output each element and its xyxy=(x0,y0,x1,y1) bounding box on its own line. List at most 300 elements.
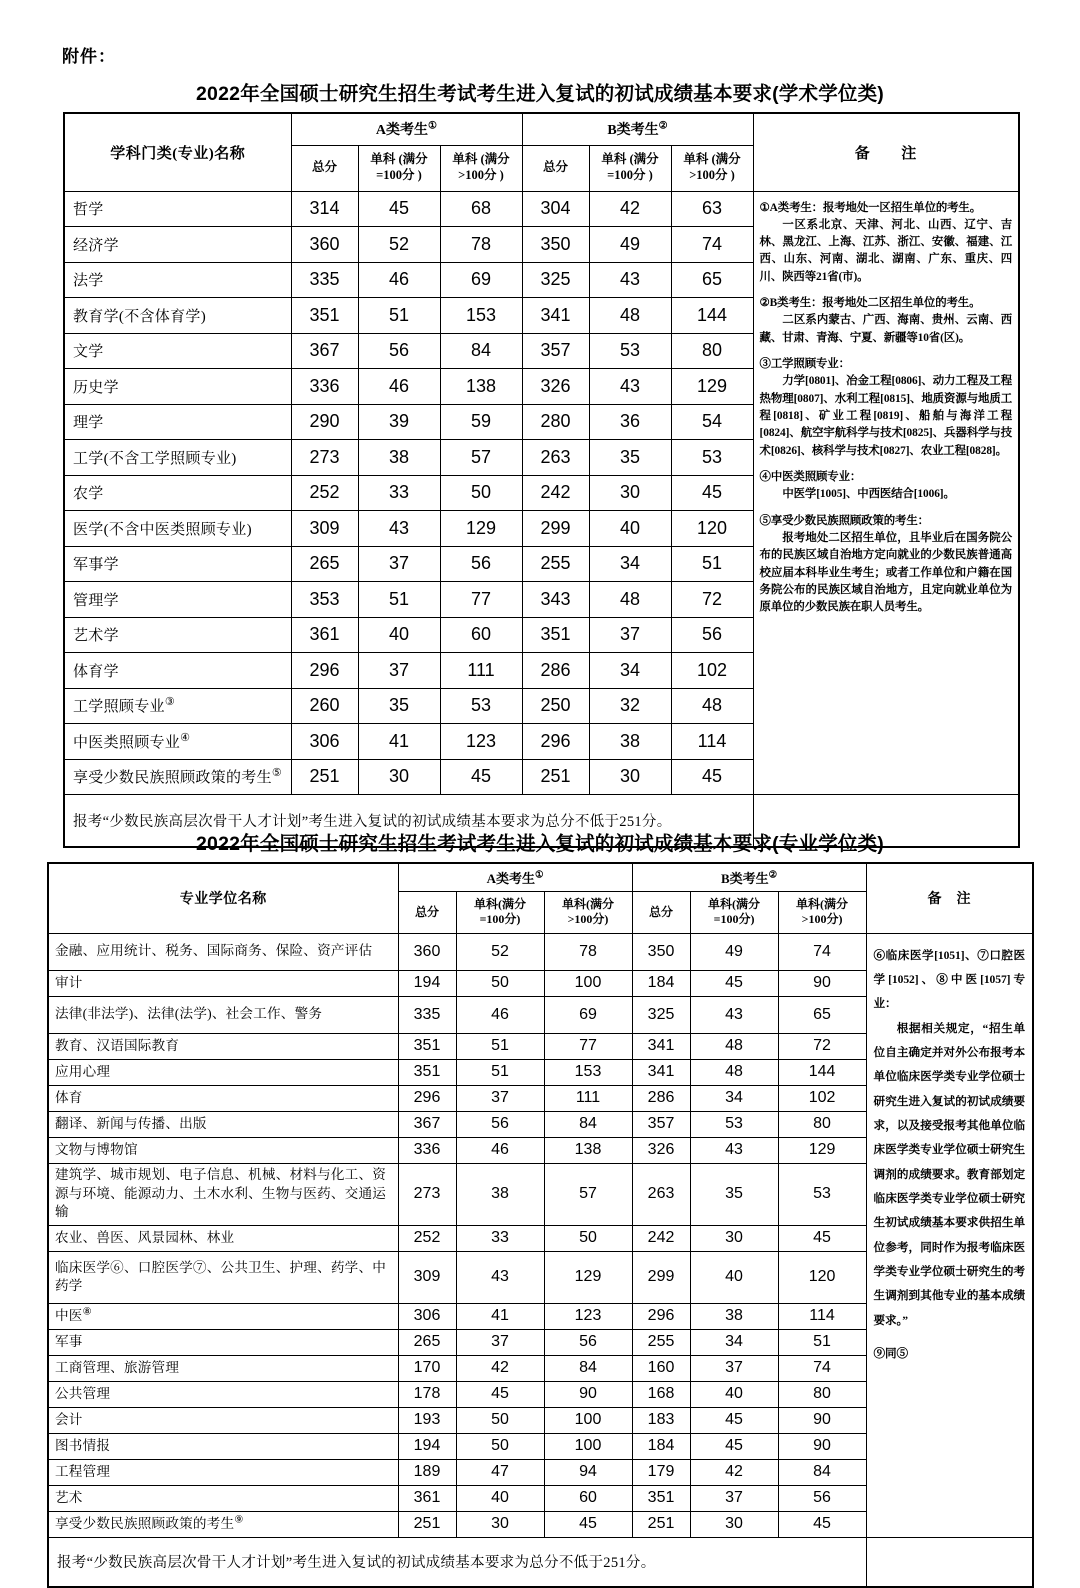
cell-a-single-gt: 84 xyxy=(440,333,522,369)
cell-a-total: 309 xyxy=(291,511,358,547)
header2-b-single-gt-l1: 单科(满分 xyxy=(796,897,849,911)
cell-b-single-gt: 114 xyxy=(671,724,753,760)
cell-a-single-gt: 138 xyxy=(544,1137,632,1163)
header2-b-single-eq-l1: 单科(满分 xyxy=(708,897,761,911)
remark-note xyxy=(874,944,1026,1334)
cell-a-total: 360 xyxy=(291,227,358,263)
cell-a-single-eq: 38 xyxy=(456,1163,544,1225)
cell-a-single-eq: 46 xyxy=(456,996,544,1033)
row-superscript: ③ xyxy=(164,696,175,709)
cell-a-single-gt: 50 xyxy=(544,1225,632,1251)
cell-b-total: 242 xyxy=(522,475,589,511)
cell-a-total: 351 xyxy=(398,1033,456,1059)
cell-a-single-gt: 60 xyxy=(544,1485,632,1511)
cell-b-total: 341 xyxy=(522,298,589,334)
cell-b-total: 184 xyxy=(632,1433,690,1459)
cell-a-single-eq: 40 xyxy=(358,617,440,653)
cell-b-single-gt: 53 xyxy=(778,1163,866,1225)
header-category: 学科门类(专业)名称 xyxy=(64,113,291,191)
cell-a-single-eq: 46 xyxy=(456,1137,544,1163)
header2-a-single-gt xyxy=(544,891,632,933)
cell-a-single-gt: 53 xyxy=(440,688,522,724)
cell-b-single-gt: 80 xyxy=(778,1381,866,1407)
row-superscript: ⑧ xyxy=(82,1306,92,1318)
remark-note-head: ④中医类照顾专业： xyxy=(759,471,862,484)
cell-a-single-eq: 37 xyxy=(456,1085,544,1111)
row-discipline-name: 艺术学 xyxy=(64,617,291,653)
cell-b-single-gt: 80 xyxy=(671,333,753,369)
cell-a-single-gt: 57 xyxy=(544,1163,632,1225)
cell-b-single-eq: 43 xyxy=(589,262,671,298)
row-discipline-name: 法学 xyxy=(64,262,291,298)
cell-a-single-gt: 153 xyxy=(544,1059,632,1085)
header2-b-single-eq xyxy=(690,891,778,933)
cell-b-single-gt: 45 xyxy=(778,1511,866,1537)
cell-b-total: 299 xyxy=(522,511,589,547)
cell-b-single-eq: 30 xyxy=(589,475,671,511)
cell-b-single-eq: 45 xyxy=(690,1433,778,1459)
cell-a-single-gt: 78 xyxy=(544,933,632,970)
cell-b-total: 357 xyxy=(522,333,589,369)
cell-b-single-gt: 80 xyxy=(778,1111,866,1137)
cell-a-single-eq: 39 xyxy=(358,404,440,440)
cell-b-single-eq: 30 xyxy=(690,1225,778,1251)
row-discipline-name: 历史学 xyxy=(64,369,291,405)
cell-a-single-eq: 30 xyxy=(456,1511,544,1537)
cell-a-total: 194 xyxy=(398,1433,456,1459)
cell-b-single-eq: 45 xyxy=(690,970,778,996)
row-discipline-name: 金融、应用统计、税务、国际商务、保险、资产评估 xyxy=(48,933,398,970)
cell-b-single-eq: 49 xyxy=(589,227,671,263)
cell-a-single-gt: 100 xyxy=(544,970,632,996)
remark-note-head: ②B类考生：报考地处二区招生单位的考生。 xyxy=(759,297,981,310)
row-discipline-name: 会计 xyxy=(48,1407,398,1433)
cell-a-total: 290 xyxy=(291,404,358,440)
cell-a-single-gt: 56 xyxy=(544,1329,632,1355)
row-discipline-name: 教育学(不含体育学) xyxy=(64,298,291,334)
cell-a-single-eq: 41 xyxy=(456,1303,544,1329)
cell-b-single-eq: 43 xyxy=(589,369,671,405)
cell-b-total: 184 xyxy=(632,970,690,996)
cell-a-single-gt: 100 xyxy=(544,1407,632,1433)
row-discipline-name: 临床医学⑥、口腔医学⑦、公共卫生、护理、药学、中药学 xyxy=(48,1251,398,1303)
cell-a-total: 314 xyxy=(291,191,358,227)
cell-b-single-eq: 48 xyxy=(690,1059,778,1085)
cell-b-single-gt: 72 xyxy=(778,1033,866,1059)
cell-a-single-gt: 138 xyxy=(440,369,522,405)
cell-a-single-gt: 84 xyxy=(544,1111,632,1137)
cell-b-single-gt: 144 xyxy=(778,1059,866,1085)
cell-a-single-eq: 56 xyxy=(456,1111,544,1137)
cell-b-total: 263 xyxy=(522,440,589,476)
cell-b-single-gt: 74 xyxy=(778,1355,866,1381)
cell-a-single-eq: 43 xyxy=(358,511,440,547)
cell-b-single-eq: 45 xyxy=(690,1407,778,1433)
table-row xyxy=(48,933,1033,970)
cell-b-single-eq: 48 xyxy=(589,298,671,334)
row-discipline-name: 文学 xyxy=(64,333,291,369)
cell-a-single-gt: 90 xyxy=(544,1381,632,1407)
header2-b-single-gt-l2: >100分) xyxy=(801,912,843,926)
cell-b-total: 168 xyxy=(632,1381,690,1407)
cell-b-total: 296 xyxy=(632,1303,690,1329)
cell-b-single-gt: 51 xyxy=(778,1329,866,1355)
row-discipline-name: 中医类照顾专业④ xyxy=(64,724,291,760)
remarks-cell xyxy=(753,191,1019,795)
attachment-label: 附件： xyxy=(62,47,116,66)
cell-b-single-gt: 56 xyxy=(778,1485,866,1511)
cell-b-total: 251 xyxy=(522,759,589,795)
header2-group-a-superscript: ① xyxy=(535,870,544,881)
header-group-a-superscript: ① xyxy=(428,120,438,132)
header-b-single-eq-l1: 单科 (满分 xyxy=(601,152,659,167)
cell-b-total: 255 xyxy=(522,546,589,582)
cell-a-single-eq: 45 xyxy=(456,1381,544,1407)
table2-header-row-1 xyxy=(48,863,1033,891)
cell-a-single-eq: 51 xyxy=(456,1033,544,1059)
cell-b-single-gt: 84 xyxy=(778,1459,866,1485)
header2-group-a xyxy=(398,863,632,891)
cell-b-single-eq: 34 xyxy=(690,1085,778,1111)
header-b-single-eq xyxy=(589,145,671,191)
cell-b-total: 341 xyxy=(632,1033,690,1059)
cell-a-total: 351 xyxy=(398,1059,456,1085)
cell-a-total: 335 xyxy=(398,996,456,1033)
row-discipline-name: 工学(不含工学照顾专业) xyxy=(64,440,291,476)
cell-b-single-gt: 129 xyxy=(671,369,753,405)
cell-b-total: 325 xyxy=(632,996,690,1033)
cell-a-single-gt: 68 xyxy=(440,191,522,227)
cell-a-single-gt: 129 xyxy=(544,1251,632,1303)
row-discipline-name: 农学 xyxy=(64,475,291,511)
cell-b-total: 304 xyxy=(522,191,589,227)
cell-b-total: 357 xyxy=(632,1111,690,1137)
cell-b-single-eq: 48 xyxy=(690,1033,778,1059)
professional-degree-score-table xyxy=(47,862,1034,1588)
table1-container xyxy=(63,112,1018,848)
cell-b-single-gt: 51 xyxy=(671,546,753,582)
remark-note-head: ⑥临床医学[1051]、⑦口腔医学[1052]、⑧中医[1057]专业： xyxy=(873,948,1026,1011)
row-discipline-name: 法律(非法学)、法律(法学)、社会工作、警务 xyxy=(48,996,398,1033)
cell-b-total: 286 xyxy=(522,653,589,689)
remark-note-body: 二区系内蒙古、广西、海南、贵州、云南、西藏、甘肃、青海、宁夏、新疆等10省(区)。 xyxy=(759,314,1013,344)
header-a-single-gt-l1: 单科 (满分 xyxy=(452,152,510,167)
cell-b-single-eq: 30 xyxy=(690,1511,778,1537)
cell-a-total: 296 xyxy=(398,1085,456,1111)
cell-b-total: 343 xyxy=(522,582,589,618)
cell-b-total: 326 xyxy=(632,1137,690,1163)
row-discipline-name: 图书情报 xyxy=(48,1433,398,1459)
row-superscript: ⑤ xyxy=(271,767,282,780)
remark-note xyxy=(760,513,1013,617)
cell-a-single-eq: 50 xyxy=(456,1433,544,1459)
table1-footnote: 报考“少数民族高层次骨干人才计划”考生进入复试的初试成绩基本要求为总分不低于251分。 xyxy=(64,795,753,847)
cell-a-single-gt: 59 xyxy=(440,404,522,440)
cell-b-total: 286 xyxy=(632,1085,690,1111)
header2-group-a-label: A类考生 xyxy=(486,870,536,886)
cell-b-single-gt: 45 xyxy=(671,759,753,795)
cell-a-single-gt: 77 xyxy=(440,582,522,618)
cell-b-single-eq: 42 xyxy=(589,191,671,227)
cell-b-total: 280 xyxy=(522,404,589,440)
table2-container xyxy=(47,862,1032,1588)
cell-a-single-gt: 94 xyxy=(544,1459,632,1485)
header2-a-single-gt-l2: >100分) xyxy=(567,912,609,926)
cell-b-single-gt: 45 xyxy=(671,475,753,511)
row-discipline-name: 享受少数民族照顾政策的考生⑤ xyxy=(64,759,291,795)
cell-a-single-eq: 56 xyxy=(358,333,440,369)
cell-a-single-eq: 37 xyxy=(358,546,440,582)
header2-group-b-label: B类考生 xyxy=(721,870,769,886)
cell-a-single-gt: 111 xyxy=(440,653,522,689)
cell-b-single-gt: 56 xyxy=(671,617,753,653)
academic-degree-score-table xyxy=(63,112,1020,848)
cell-a-total: 170 xyxy=(398,1355,456,1381)
cell-a-total: 251 xyxy=(291,759,358,795)
remark-note-body: 力学[0801]、冶金工程[0806]、动力工程及工程热物理[0807]、水利工程[0815]、地质资源与地质工程[0818]、矿业工程[0819]、船舶与海洋工程[0824]、航空宇航科学与技术[0825]、兵器科学与技术[0826]、核科学与技术[0827]、农业工程[0828]。 xyxy=(759,375,1013,457)
cell-a-single-gt: 56 xyxy=(440,546,522,582)
cell-b-single-eq: 37 xyxy=(589,617,671,653)
cell-a-single-eq: 33 xyxy=(456,1225,544,1251)
cell-a-total: 194 xyxy=(398,970,456,996)
cell-b-single-eq: 43 xyxy=(690,996,778,1033)
row-discipline-name: 享受少数民族照顾政策的考生⑨ xyxy=(48,1511,398,1537)
row-discipline-name: 军事 xyxy=(48,1329,398,1355)
header-b-single-eq-l2: =100分 ) xyxy=(607,168,653,182)
cell-a-total: 336 xyxy=(398,1137,456,1163)
cell-a-single-eq: 51 xyxy=(456,1059,544,1085)
header2-a-single-eq-l1: 单科(满分 xyxy=(474,897,526,911)
cell-a-total: 360 xyxy=(398,933,456,970)
cell-a-single-gt: 45 xyxy=(544,1511,632,1537)
table-header-row-1 xyxy=(64,113,1019,145)
cell-a-total: 265 xyxy=(291,546,358,582)
row-discipline-name: 工学照顾专业③ xyxy=(64,688,291,724)
header2-category: 专业学位名称 xyxy=(48,863,398,933)
row-discipline-name: 医学(不含中医类照顾专业) xyxy=(64,511,291,547)
header-a-total: 总分 xyxy=(291,145,358,191)
header-group-b xyxy=(522,113,753,145)
cell-b-total: 341 xyxy=(632,1059,690,1085)
cell-b-single-gt: 53 xyxy=(671,440,753,476)
header2-a-single-eq xyxy=(456,891,544,933)
cell-a-single-eq: 33 xyxy=(358,475,440,511)
row-discipline-name: 艺术 xyxy=(48,1485,398,1511)
cell-a-single-eq: 37 xyxy=(456,1329,544,1355)
cell-b-single-eq: 43 xyxy=(690,1137,778,1163)
cell-a-single-eq: 41 xyxy=(358,724,440,760)
cell-a-single-eq: 47 xyxy=(456,1459,544,1485)
cell-a-single-gt: 69 xyxy=(544,996,632,1033)
cell-a-single-eq: 30 xyxy=(358,759,440,795)
cell-a-total: 252 xyxy=(398,1225,456,1251)
header2-a-single-eq-l2: =100分) xyxy=(479,912,521,926)
row-discipline-name: 中医⑧ xyxy=(48,1303,398,1329)
remark-note-head: ①A类考生：报考地处一区招生单位的考生。 xyxy=(759,201,982,214)
cell-a-total: 273 xyxy=(291,440,358,476)
cell-a-single-eq: 46 xyxy=(358,369,440,405)
header2-b-single-eq-l2: =100分) xyxy=(713,912,755,926)
remark-note-head: ⑨同⑤ xyxy=(873,1347,909,1360)
cell-b-single-eq: 48 xyxy=(589,582,671,618)
cell-b-single-eq: 40 xyxy=(589,511,671,547)
cell-a-single-eq: 45 xyxy=(358,191,440,227)
header-a-single-eq-l2: =100分 ) xyxy=(376,168,422,182)
cell-b-single-eq: 37 xyxy=(690,1355,778,1381)
cell-b-single-gt: 90 xyxy=(778,1407,866,1433)
header2-a-total: 总分 xyxy=(398,891,456,933)
cell-a-total: 367 xyxy=(291,333,358,369)
header2-remarks: 备 注 xyxy=(866,863,1033,933)
cell-b-total: 250 xyxy=(522,688,589,724)
cell-a-single-gt: 77 xyxy=(544,1033,632,1059)
header-b-single-gt-l1: 单科 (满分 xyxy=(683,152,741,167)
cell-a-total: 353 xyxy=(291,582,358,618)
cell-b-single-eq: 37 xyxy=(690,1485,778,1511)
cell-a-single-gt: 111 xyxy=(544,1085,632,1111)
cell-b-total: 351 xyxy=(632,1485,690,1511)
header-group-b-superscript: ② xyxy=(658,120,668,132)
row-discipline-name: 体育学 xyxy=(64,653,291,689)
cell-b-single-eq: 35 xyxy=(589,440,671,476)
row-discipline-name: 哲学 xyxy=(64,191,291,227)
cell-b-total: 351 xyxy=(522,617,589,653)
cell-a-single-eq: 51 xyxy=(358,298,440,334)
row-discipline-name: 建筑学、城市规划、电子信息、机械、材料与化工、资源与环境、能源动力、土木水利、生物与医药、交通运输 xyxy=(48,1163,398,1225)
cell-b-single-eq: 40 xyxy=(690,1251,778,1303)
cell-b-single-gt: 65 xyxy=(671,262,753,298)
cell-b-total: 263 xyxy=(632,1163,690,1225)
row-discipline-name: 审计 xyxy=(48,970,398,996)
remark-note-head: ⑤享受少数民族照顾政策的考生： xyxy=(759,514,929,527)
cell-b-single-eq: 42 xyxy=(690,1459,778,1485)
cell-b-single-gt: 129 xyxy=(778,1137,866,1163)
cell-a-single-eq: 52 xyxy=(456,933,544,970)
cell-b-single-gt: 63 xyxy=(671,191,753,227)
cell-b-single-eq: 34 xyxy=(589,546,671,582)
cell-a-total: 251 xyxy=(398,1511,456,1537)
table1-title: 2022年全国硕士研究生招生考试考生进入复试的初试成绩基本要求(学术学位类) xyxy=(196,83,884,105)
cell-a-single-gt: 60 xyxy=(440,617,522,653)
cell-b-single-eq: 49 xyxy=(690,933,778,970)
cell-a-single-gt: 100 xyxy=(544,1433,632,1459)
table2-footnote-row xyxy=(48,1537,1033,1587)
cell-b-single-gt: 114 xyxy=(778,1303,866,1329)
row-superscript: ④ xyxy=(180,731,191,744)
cell-a-single-gt: 129 xyxy=(440,511,522,547)
row-superscript: ⑨ xyxy=(234,1514,244,1526)
cell-a-single-gt: 84 xyxy=(544,1355,632,1381)
remark-note-body: 中医学[1005]、中西医结合[1006]。 xyxy=(782,488,955,501)
header2-a-single-gt-l1: 单科(满分 xyxy=(562,897,615,911)
remark-note xyxy=(760,356,1013,460)
row-discipline-name: 教育、汉语国际教育 xyxy=(48,1033,398,1059)
remark-note xyxy=(760,295,1013,347)
cell-a-total: 296 xyxy=(291,653,358,689)
cell-b-total: 350 xyxy=(632,933,690,970)
remark-note-body: 一区系北京、天津、河北、山西、辽宁、吉林、黑龙江、上海、江苏、浙江、安徽、福建、江西、山东、河南、湖北、湖南、广东、重庆、四川、陕西等21省(市)。 xyxy=(759,218,1013,283)
row-discipline-name: 翻译、新闻与传播、出版 xyxy=(48,1111,398,1137)
header-b-single-gt xyxy=(671,145,753,191)
cell-a-total: 367 xyxy=(398,1111,456,1137)
header-group-a xyxy=(291,113,522,145)
cell-b-total: 350 xyxy=(522,227,589,263)
remark-note-body: 报考地处二区招生单位，且毕业后在国务院公布的民族区域自治地方定向就业的少数民族普通高校应届本科毕业生考生；或者工作单位和户籍在国务院公布的民族区域自治地方，且定向就业单位为原单位的少数民族在职人员考生。 xyxy=(759,532,1013,614)
cell-a-single-gt: 50 xyxy=(440,475,522,511)
cell-a-total: 306 xyxy=(291,724,358,760)
row-discipline-name: 体育 xyxy=(48,1085,398,1111)
cell-b-total: 325 xyxy=(522,262,589,298)
cell-a-single-eq: 43 xyxy=(456,1251,544,1303)
header2-group-b xyxy=(632,863,866,891)
table-row xyxy=(64,191,1019,227)
cell-b-single-eq: 38 xyxy=(589,724,671,760)
cell-a-single-gt: 123 xyxy=(544,1303,632,1329)
cell-b-single-eq: 34 xyxy=(690,1329,778,1355)
row-discipline-name: 应用心理 xyxy=(48,1059,398,1085)
cell-a-single-eq: 52 xyxy=(358,227,440,263)
cell-b-single-gt: 90 xyxy=(778,1433,866,1459)
header-group-b-label: B类考生 xyxy=(607,123,659,139)
cell-a-total: 306 xyxy=(398,1303,456,1329)
cell-b-single-gt: 120 xyxy=(671,511,753,547)
header2-b-total: 总分 xyxy=(632,891,690,933)
cell-b-single-gt: 74 xyxy=(671,227,753,263)
cell-a-total: 252 xyxy=(291,475,358,511)
cell-b-single-eq: 53 xyxy=(690,1111,778,1137)
row-discipline-name: 理学 xyxy=(64,404,291,440)
cell-a-total: 193 xyxy=(398,1407,456,1433)
header2-group-b-superscript: ② xyxy=(768,870,778,881)
remark-note-body: 根据相关规定，“招生单位自主确定并对外公布报考本单位临床医学类专业学位硕士研究生进入复试的初试成绩要求，以及接受报考其他单位临床医学类专业学位硕士研究生调剂的成绩要求。教育部划定临床医学类专业学位硕士研究生初试成绩基本要求供招生单位参考，同时作为报考临床医学类专业学位硕士研究生的考生调剂到其他专业的基本成绩要求。” xyxy=(873,1021,1026,1327)
cell-a-single-eq: 51 xyxy=(358,582,440,618)
cell-b-total: 251 xyxy=(632,1511,690,1537)
cell-b-single-gt: 144 xyxy=(671,298,753,334)
header-a-single-eq xyxy=(358,145,440,191)
header-group-a-label: A类考生 xyxy=(375,123,429,139)
cell-b-total: 183 xyxy=(632,1407,690,1433)
cell-b-total: 160 xyxy=(632,1355,690,1381)
cell-b-single-gt: 45 xyxy=(778,1225,866,1251)
cell-a-single-eq: 40 xyxy=(456,1485,544,1511)
cell-b-total: 255 xyxy=(632,1329,690,1355)
cell-a-single-gt: 45 xyxy=(440,759,522,795)
header-remarks: 备 注 xyxy=(753,113,1019,191)
remark-note-head: ③工学照顾专业： xyxy=(759,358,850,371)
table2-footnote: 报考“少数民族高层次骨干人才计划”考生进入复试的初试成绩基本要求为总分不低于251分。 xyxy=(48,1537,866,1587)
cell-b-total: 242 xyxy=(632,1225,690,1251)
cell-a-total: 273 xyxy=(398,1163,456,1225)
cell-b-single-gt: 72 xyxy=(671,582,753,618)
row-discipline-name: 工程管理 xyxy=(48,1459,398,1485)
cell-a-single-gt: 123 xyxy=(440,724,522,760)
cell-a-single-eq: 50 xyxy=(456,970,544,996)
header-a-single-gt xyxy=(440,145,522,191)
cell-b-single-eq: 34 xyxy=(589,653,671,689)
cell-b-single-eq: 32 xyxy=(589,688,671,724)
remark-note xyxy=(874,1342,1026,1366)
cell-a-total: 335 xyxy=(291,262,358,298)
cell-a-single-eq: 42 xyxy=(456,1355,544,1381)
row-discipline-name: 经济学 xyxy=(64,227,291,263)
remark-note xyxy=(760,200,1013,287)
cell-a-total: 361 xyxy=(291,617,358,653)
row-discipline-name: 文物与博物馆 xyxy=(48,1137,398,1163)
cell-b-single-gt: 74 xyxy=(778,933,866,970)
header-b-single-gt-l2: >100分 ) xyxy=(689,168,735,182)
header2-b-single-gt xyxy=(778,891,866,933)
row-discipline-name: 管理学 xyxy=(64,582,291,618)
